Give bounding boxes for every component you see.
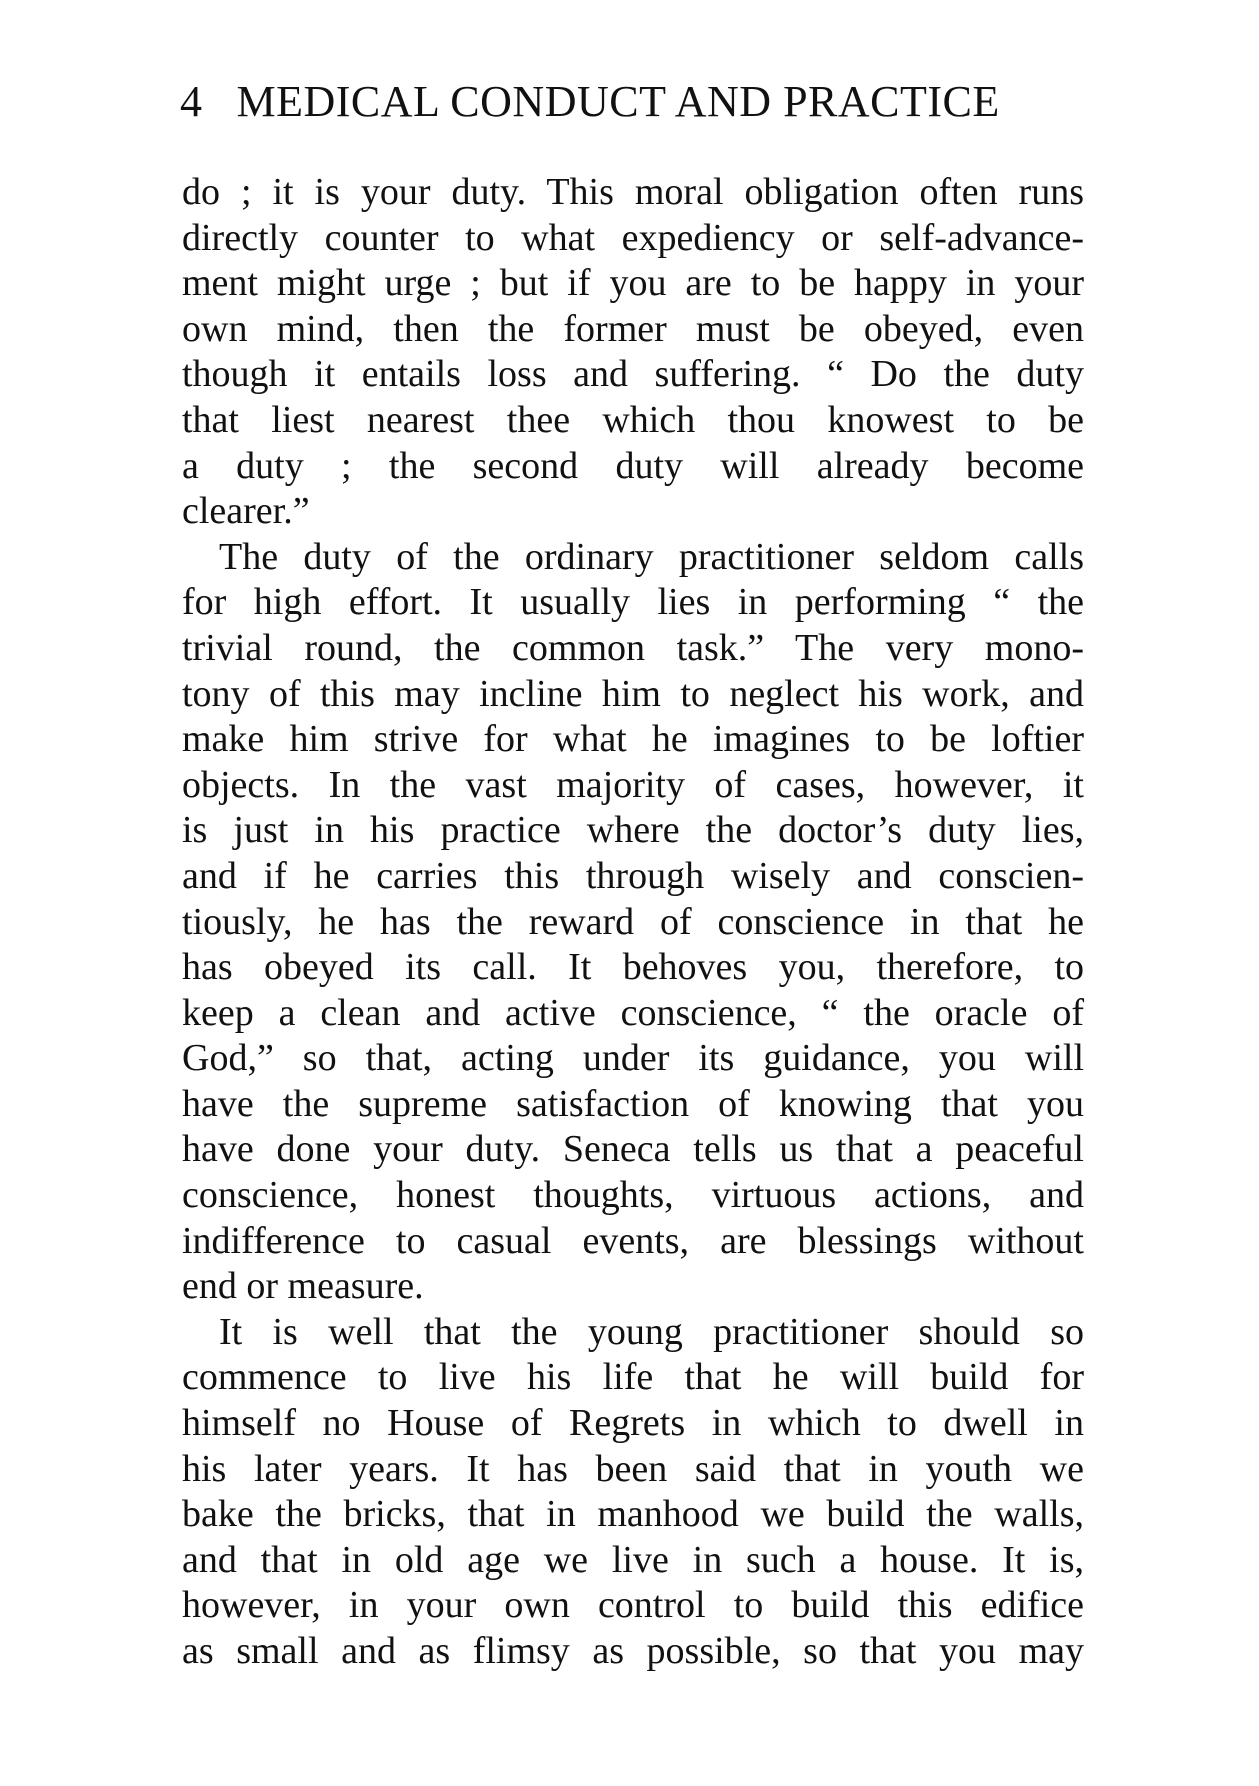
paragraph-3 — [182, 1310, 1084, 1675]
text-line: trivial round, the common task.” The very mono- — [182, 626, 1084, 669]
text-line: commence to live his life that he will build for — [182, 1356, 1084, 1399]
body-text — [182, 170, 1084, 1675]
text-line: end or measure. — [182, 1265, 424, 1308]
text-line: as small and as flimsy as possible, so that you may — [182, 1630, 1084, 1672]
text-line: ment might urge ; but if you are to be happy in your — [182, 262, 1084, 305]
text-line: a duty ; the second duty will already become — [182, 444, 1084, 487]
text-line: tiously, he has the reward of conscience in that he — [182, 900, 1084, 943]
text-line: do ; it is your duty. This moral obligation often runs — [182, 171, 1084, 213]
text-line: conscience, honest thoughts, virtuous actions, and — [182, 1174, 1084, 1217]
running-head — [180, 72, 1080, 132]
text-line: is just in his practice where the doctor’s duty lies, — [182, 809, 1084, 852]
text-line: tony of this may incline him to neglect his work, and — [182, 672, 1084, 715]
text-line: clearer.” — [182, 490, 310, 533]
running-title: MEDICAL CONDUCT AND PRACTICE — [236, 77, 1000, 126]
text-line: objects. In the vast majority of cases, however, it — [182, 763, 1084, 806]
text-line: God,” so that, acting under its guidance, you will — [182, 1037, 1084, 1080]
text-line: himself no House of Regrets in which to dwell in — [182, 1402, 1084, 1445]
text-line: however, in your own control to build this edifice — [182, 1584, 1084, 1627]
text-line: have done your duty. Seneca tells us that a peaceful — [182, 1128, 1084, 1171]
text-line: make him strive for what he imagines to be loftier — [182, 718, 1084, 761]
text-line: that liest nearest thee which thou knowest to be — [182, 398, 1084, 441]
text-line: and if he carries this through wisely and conscien- — [182, 854, 1084, 897]
text-line: indifference to casual events, are blessings without — [182, 1219, 1084, 1262]
paragraph-1 — [182, 170, 1084, 535]
paragraph-2 — [182, 535, 1084, 1310]
text-line: have the supreme satisfaction of knowing that you — [182, 1082, 1084, 1125]
text-line: has obeyed its call. It behoves you, therefore, to — [182, 946, 1084, 989]
text-line: own mind, then the former must be obeyed, even — [182, 307, 1084, 350]
text-line: for high effort. It usually lies in performing “ the — [182, 581, 1084, 624]
text-line: It is well that the young practitioner should so — [219, 1310, 1084, 1353]
text-line: keep a clean and active conscience, “ the oracle of — [182, 991, 1084, 1034]
page-number: 4 — [180, 77, 203, 126]
text-line: and that in old age we live in such a house. It is, — [182, 1538, 1084, 1581]
text-line: bake the bricks, that in manhood we build the walls, — [182, 1493, 1084, 1536]
text-line: The duty of the ordinary practitioner seldom calls — [219, 535, 1084, 578]
text-line: directly counter to what expediency or self-advance- — [182, 216, 1084, 259]
text-line: though it entails loss and suffering. “ Do the duty — [182, 353, 1084, 396]
text-line: his later years. It has been said that in youth we — [182, 1447, 1084, 1490]
